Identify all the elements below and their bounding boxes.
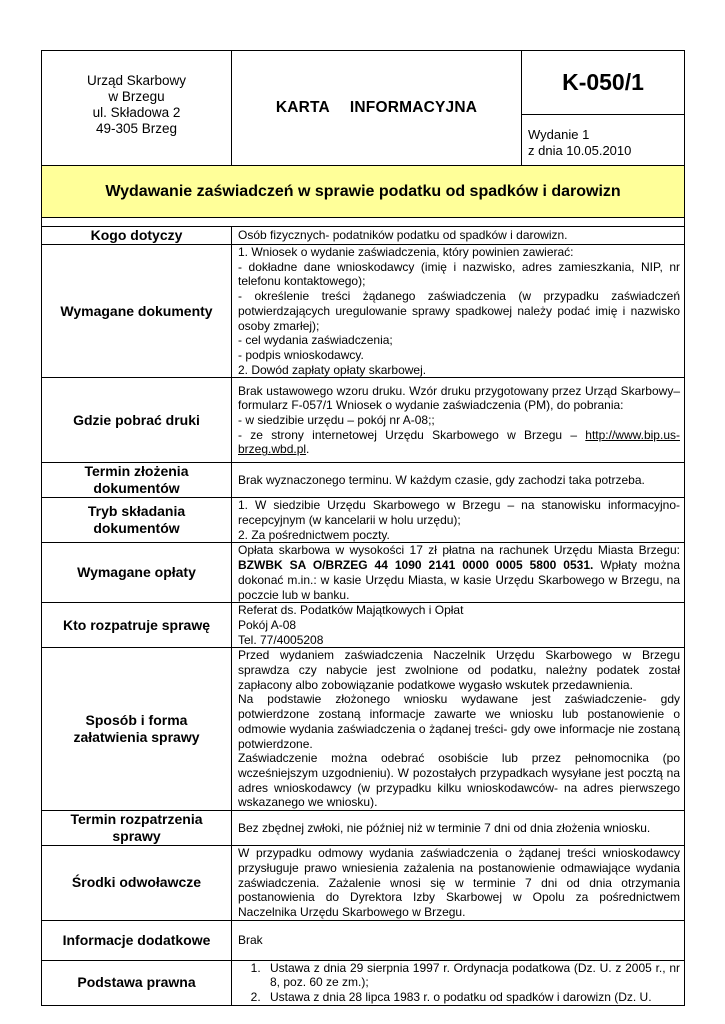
edition-date: z dnia 10.05.2010: [528, 143, 632, 158]
value-termin-zlozenia: Brak wyznaczonego terminu. W każdym czasie, gdy zachodzi taka potrzeba.: [232, 463, 685, 498]
label-rozpatruje: Kto rozpatruje sprawę: [42, 603, 232, 648]
value-sposob: Przed wydaniem zaświadczenia Naczelnik Urzędu Skarbowego w Brzegu sprawdza czy nabycie jest zwolnione od podatku, należny podatek został zapłacony albo zobowiązanie podatkowe wygasło wskutek przedawnienia. Na podstawie złożonego wniosku wydawane jest zaświadczenie- gdy potwierdzone zostaną informacje zawarte we wniosku lub postanowienie o odmowie wydania zaświadczenia o żądanej treści- gdy owe informacje nie zostaną potwierdzone. Zaświadczenie można odebrać osobiście lub przez pełnomocnika (po wcześniejszym uzgodnieniu). W pozostałych przypadkach wysyłane jest pocztą na adres wnioskodawcy (w przypadku kilku wnioskodawców- na adres pierwszego wskazanego we wniosku).: [232, 648, 685, 811]
office-address: [42, 51, 232, 166]
edition-number: Wydanie 1: [528, 127, 590, 142]
value-tryb: 1. W siedzibie Urzędu Skarbowego w Brzegu – na stanowisku informacyjno-recepcyjnym (w kancelarii w holu urzędu); 2. Za pośrednictwem poczty.: [232, 498, 685, 543]
list-item: 1. Ustawa z dnia 29 sierpnia 1997 r. Ordynacja podatkowa (Dz. U. z 2005 r., nr 8, poz. 60 ze zm.);: [264, 961, 680, 990]
label-informacje: Informacje dodatkowe: [42, 920, 232, 960]
document-type-title: KARTA INFORMACYJNA: [232, 51, 522, 166]
spacer: [42, 218, 685, 227]
label-termin-zlozenia: Termin złożenia dokumentów: [42, 463, 232, 498]
row-sposob: [42, 648, 685, 811]
office-line: ul. Składowa 2: [92, 105, 181, 120]
card-subject-banner: Wydawanie zaświadczeń w sprawie podatku od spadków i darowizn: [42, 166, 685, 218]
list-item: 2. Ustawa z dnia 28 lipca 1983 r. o podatku od spadków i darowizn (Dz. U.: [264, 990, 680, 1005]
label-termin-rozpatrzenia: Termin rozpatrzenia sprawy: [42, 811, 232, 846]
value-druki: Brak ustawowego wzoru druku. Wzór druku przygotowany przez Urząd Skarbowy– formularz F-057/1 Wniosek o wydanie zaświadczenia (PM), do pobrania: - w siedzibie urzędu – pokój nr A-08;; - ze strony internetowej Urzędu Skarbowego w Brzegu – http://www.bip.us-brzeg.wbd.pl.: [232, 378, 685, 463]
bip-link[interactable]: http://www.bip.us-brzeg.wbd.pl: [238, 427, 680, 457]
value-oplaty: Opłata skarbowa w wysokości 17 zł płatna na rachunek Urzędu Miasta Brzegu: BZWBK SA O/BRZEG 44 1090 2141 0000 0005 5800 0531. Wpłaty można dokonać m.in.: w kasie Urzędu Miasta, w kasie Urzędu Skarbowego w Brzegu, na poczcie lub w banku.: [232, 543, 685, 603]
row-informacje: [42, 920, 685, 960]
label-tryb: Tryb składania dokumentów: [42, 498, 232, 543]
label-druki: Gdzie pobrać druki: [42, 378, 232, 463]
bank-account: BZWBK SA O/BRZEG 44 1090 2141 0000 0005 5800 0531.: [238, 558, 594, 573]
label-dokumenty: Wymagane dokumenty: [42, 245, 232, 378]
label-srodki: Środki odwoławcze: [42, 846, 232, 921]
row-dokumenty: [42, 245, 685, 378]
value-informacje: Brak: [232, 920, 685, 960]
row-druki: [42, 378, 685, 463]
row-kogo: [42, 227, 685, 245]
info-table: [41, 226, 685, 1006]
row-podstawa: [42, 960, 685, 1005]
edition-info: [522, 115, 685, 166]
row-termin-zlozenia: [42, 463, 685, 498]
header-table: [41, 50, 685, 226]
document-code: K-050/1: [522, 51, 685, 115]
office-line: w Brzegu: [108, 89, 165, 104]
label-sposob: Sposób i forma załatwienia sprawy: [42, 648, 232, 811]
value-kogo: Osób fizycznych- podatników podatku od spadków i darowizn.: [232, 227, 685, 245]
value-dokumenty: 1. Wniosek o wydanie zaświadczenia, który powinien zawierać: - dokładne dane wnioskodawcy (imię i nazwisko, adres zamieszkania, NIP, nr telefonu kontaktowego); - określenie treści żądanego zaświadczenia (w przypadku zaświadczeń potwierdzających uregulowanie sprawy spadkowej należy podać imię i nazwisko osoby zmarłej); - cel wydania zaświadczenia; - podpis wnioskodawcy. 2. Dowód zapłaty opłaty skarbowej.: [232, 245, 685, 378]
label-kogo: Kogo dotyczy: [42, 227, 232, 245]
office-line: 49-305 Brzeg: [95, 121, 178, 136]
label-podstawa: Podstawa prawna: [42, 960, 232, 1005]
row-tryb: [42, 498, 685, 543]
value-srodki: W przypadku odmowy wydania zaświadczenia o żądanej treści wnioskodawcy przysługuje prawo wniesienia zażalenia na postanowienie odmawiające wydania zaświadczenia. Zażalenie wnosi się w terminie 7 dni od dnia otrzymania postanowienia do Dyrektora Izby Skarbowej w Opolu za pośrednictwem Naczelnika Urzędu Skarbowego w Brzegu.: [232, 846, 685, 921]
office-line: Urząd Skarbowy: [86, 73, 187, 88]
label-oplaty: Wymagane opłaty: [42, 543, 232, 603]
value-podstawa: [232, 960, 685, 1005]
row-rozpatruje: [42, 603, 685, 648]
information-card: [41, 50, 684, 1006]
row-termin-rozpatrzenia: [42, 811, 685, 846]
legal-basis-list: [238, 961, 680, 1005]
value-rozpatruje: Referat ds. Podatków Majątkowych i Opłat Pokój A-08 Tel. 77/4005208: [232, 603, 685, 648]
value-termin-rozpatrzenia: Bez zbędnej zwłoki, nie później niż w terminie 7 dni od dnia złożenia wniosku.: [232, 811, 685, 846]
row-srodki: [42, 846, 685, 921]
row-oplaty: [42, 543, 685, 603]
